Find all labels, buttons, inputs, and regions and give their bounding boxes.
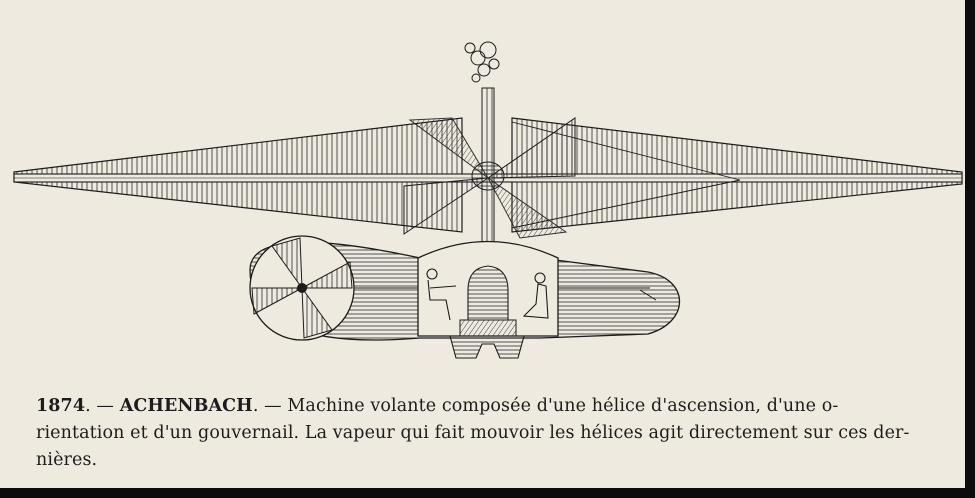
caption-line-1-text: Machine volante composée d'une hélice d'ascension, d'une o- xyxy=(287,396,839,416)
caption-year: 1874 xyxy=(36,396,86,416)
fuselage xyxy=(250,236,680,358)
caption-inventor: ACHENBACH xyxy=(119,396,253,416)
caption xyxy=(36,393,941,474)
caption-line-1 xyxy=(36,393,941,420)
caption-separator-2: . — xyxy=(252,396,288,416)
caption-line-3: nières. xyxy=(36,450,98,470)
caption-separator-1: . — xyxy=(85,396,120,416)
caption-line-2: rientation et d'un gouvernail. La vapeur qui fait mouvoir les hélices agit directement sur ces der- xyxy=(36,423,910,443)
